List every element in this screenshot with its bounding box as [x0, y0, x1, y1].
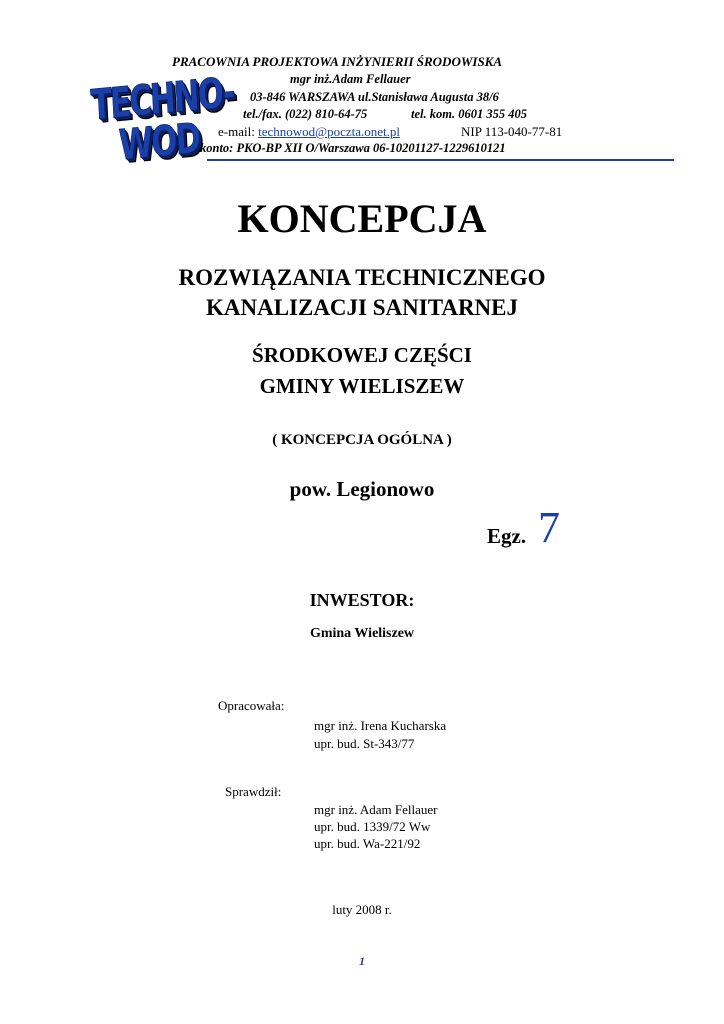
title-line-1: ROZWIĄZANIA TECHNICZNEGO: [178, 265, 546, 290]
email-label: e-mail:: [218, 124, 259, 139]
document-date: luty 2008 r.: [332, 902, 392, 917]
document-title: KONCEPCJA: [237, 196, 487, 241]
title-line-2: KANALIZACJI SANITARNEJ: [205, 295, 519, 320]
title-line-4: GMINY WIELISZEW: [259, 374, 465, 398]
header-divider: [207, 159, 674, 161]
checked-name: mgr inż. Adam Fellauer: [314, 802, 438, 817]
email-link[interactable]: technowod@poczta.onet.pl: [258, 124, 401, 139]
company-address: 03-846 WARSZAWA ul.Stanisława Augusta 38/6: [250, 90, 499, 104]
investor-label: INWESTOR:: [309, 590, 415, 610]
prepared-name: mgr inż. Irena Kucharska: [314, 718, 447, 733]
title-line-3: ŚRODKOWEJ CZĘŚCI: [252, 343, 472, 367]
company-name: PRACOWNIA PROJEKTOWA INŻYNIERII ŚRODOWISKA: [172, 54, 503, 69]
techno-wod-logo: [89, 68, 235, 178]
company-email-line: [218, 123, 400, 140]
title-subtitle: ( KONCEPCJA OGÓLNA ): [272, 432, 452, 448]
prepared-license: upr. bud. St-343/77: [314, 736, 415, 751]
company-tel-fax: tel./fax. (022) 810-64-75: [243, 107, 368, 121]
county-name: pow. Legionowo: [289, 477, 435, 501]
logo-line-1: TECHNO-: [89, 68, 235, 131]
company-bank-account: konto: PKO-BP XII O/Warszawa 06-10201127-1229610121: [200, 141, 506, 155]
company-tel-kom: tel. kom. 0601 355 405: [411, 107, 527, 121]
page-number: 1: [359, 954, 365, 968]
prepared-label: Opracowała:: [218, 698, 285, 713]
company-owner: mgr inż.Adam Fellauer: [290, 72, 411, 86]
copy-label: Egz.: [487, 524, 527, 548]
investor-name: Gmina Wieliszew: [309, 626, 415, 641]
logo-line-2: WOD: [117, 114, 201, 171]
company-nip: NIP 113-040-77-81: [461, 124, 563, 139]
copy-number: 7: [538, 503, 560, 552]
checked-label: Sprawdził:: [225, 784, 282, 799]
checked-license-1: upr. bud. 1339/72 Ww: [314, 819, 431, 834]
checked-license-2: upr. bud. Wa-221/92: [314, 836, 421, 851]
